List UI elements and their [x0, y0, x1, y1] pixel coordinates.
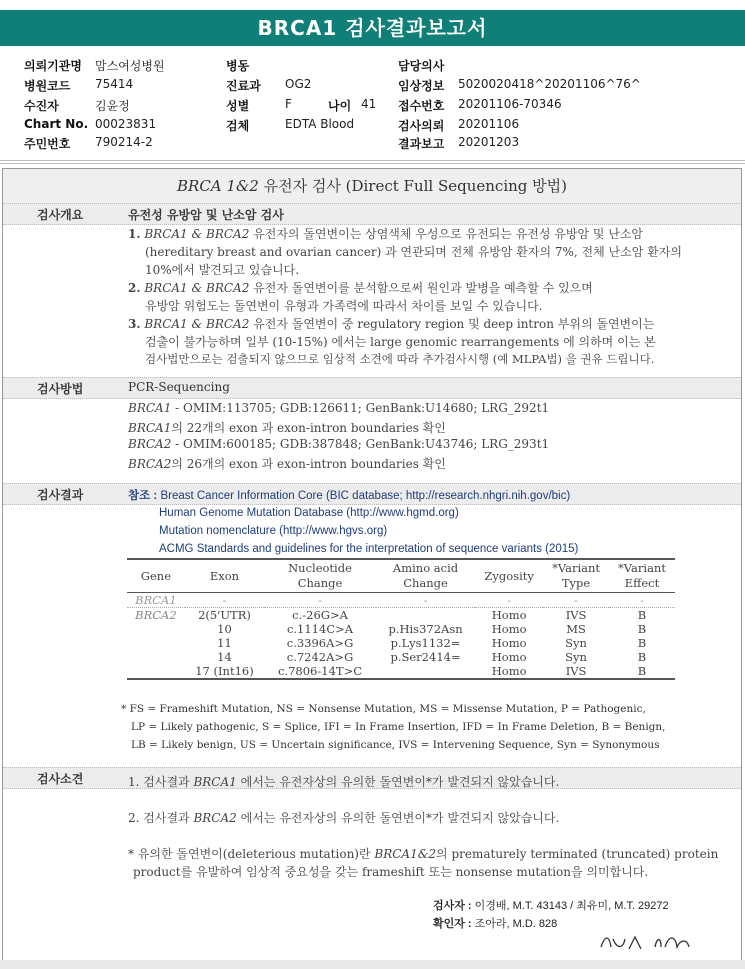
receipt-no-value: 20201106-70346	[458, 97, 562, 111]
overview-text: 검사법만으로는 검출되지 않으므로 임상적 소견에 따라 추가검사시행 (예 MLPA법) 을 권유 드립니다.	[145, 352, 655, 366]
cell-variant-effect: B	[637, 664, 647, 678]
footnote-text: 의 prematurely terminated (truncated) protein	[436, 847, 719, 861]
cell-amino-acid	[376, 608, 475, 623]
bottom-strip	[0, 960, 745, 969]
recipient-label: 수진자	[24, 99, 59, 113]
report-heading	[3, 169, 741, 204]
section-overview	[3, 203, 741, 225]
gene-names: BRCA1 & BRCA2	[144, 317, 250, 331]
list-number: 1.	[128, 227, 141, 241]
age-value: 41	[361, 97, 377, 111]
chart-no-label: Chart No.	[24, 117, 89, 131]
gene-names: BRCA1 & BRCA2	[144, 281, 250, 295]
cell-gene	[127, 622, 185, 636]
department-value: OG2	[285, 77, 312, 91]
cell-gene	[127, 650, 185, 664]
table-row	[127, 608, 675, 623]
col-amino-acid-l2: Change	[403, 576, 448, 590]
cell-variant-effect: B	[637, 650, 647, 664]
cell-zygosity: Homo	[491, 650, 527, 664]
institution-value: 맘스여성병원	[95, 59, 165, 73]
overview-p3	[128, 315, 654, 332]
report-heading-text: 유전자 검사 (Direct Full Sequencing 방법)	[258, 177, 567, 195]
patient-info	[0, 54, 745, 154]
ward-label: 병동	[226, 59, 250, 73]
cell-gene	[127, 664, 185, 679]
reference-text: Breast Cancer Information Core (BIC database; http://research.nhgri.nih.gov/bic)	[160, 490, 571, 502]
clinical-info-value: 5020020418^20201106^76^	[458, 77, 641, 91]
footnote	[128, 845, 718, 862]
method-name: PCR-Sequencing	[128, 380, 230, 394]
cell-nucleotide: c.3396A>G	[286, 636, 354, 650]
report-date-value: 20201203	[458, 135, 520, 149]
col-variant-type-l1: *Variant	[552, 561, 601, 575]
gene-name: BRCA2	[193, 811, 237, 825]
specimen-value: EDTA Blood	[285, 117, 355, 131]
section-label: 검사방법	[37, 382, 84, 396]
overview-text: 검출이 불가능하며 일부 (10-15%) 에서는 large genomic rearrangements 에 의하며 이는 본	[145, 335, 656, 349]
gene-name: BRCA2	[128, 457, 172, 471]
col-amino-acid-l1: Amino acid	[392, 561, 459, 575]
divider	[0, 163, 745, 164]
section-method	[3, 377, 741, 399]
gene-name: BRCA1&2	[374, 847, 437, 861]
cell-exon: -	[222, 593, 227, 607]
chart-no-value: 00023831	[95, 117, 157, 131]
cell-amino-acid: p.Lys1132=	[390, 636, 461, 650]
cell-amino-acid: p.Ser2414=	[390, 650, 461, 664]
section-label: 검사결과	[37, 488, 84, 502]
cell-amino-acid	[376, 664, 475, 679]
variant-table	[127, 558, 675, 680]
report-heading-genes: BRCA 1&2	[177, 177, 259, 195]
institution-label: 의뢰기관명	[24, 59, 82, 73]
reference-line	[128, 487, 570, 503]
col-variant-type	[543, 559, 609, 593]
overview-p1	[128, 225, 643, 242]
specimen-label: 검체	[226, 119, 250, 133]
cell-nucleotide: c.7806-14T>C	[278, 664, 363, 678]
hospital-code-label: 병원코드	[24, 79, 71, 93]
doctor-label: 담당의사	[398, 59, 445, 73]
cell-amino-acid: p.His372Asn	[388, 622, 463, 636]
cell-nucleotide: -	[318, 593, 322, 607]
abbreviation-note: * FS = Frameshift Mutation, NS = Nonsense Mutation, MS = Missense Mutation, P = Pathogenic,	[121, 703, 646, 715]
handwritten-signature	[595, 927, 715, 957]
cell-exon: 2(5'UTR)	[198, 608, 251, 622]
overview-p2	[128, 279, 593, 296]
confirmer-value: 조아라, M.D. 828	[474, 918, 558, 930]
finding-text: 에서는 유전자상의 유의한 돌연변이*가 발견되지 않았습니다.	[236, 775, 560, 789]
request-date-value: 20201106	[458, 117, 520, 131]
cell-gene: BRCA2	[135, 608, 177, 622]
cell-exon: 17 (Int16)	[195, 664, 254, 678]
cell-exon: 11	[217, 636, 232, 650]
cell-gene: BRCA1	[135, 593, 177, 607]
col-gene: Gene	[140, 568, 172, 583]
cell-amino-acid: -	[423, 593, 428, 607]
cell-variant-effect: B	[637, 636, 647, 650]
recipient-value: 김윤정	[95, 99, 130, 113]
col-nucleotide	[264, 559, 376, 593]
cell-variant-type: Syn	[565, 650, 587, 664]
abbreviation-note: LP = Likely pathogenic, S = Splice, IFI = In Frame Insertion, IFD = In Frame Deletion, B = Benign,	[131, 721, 666, 733]
gene-names: BRCA1 & BRCA2	[144, 227, 250, 241]
table-row	[127, 636, 675, 650]
cell-variant-effect: -	[640, 593, 644, 607]
table-row	[127, 650, 675, 664]
reference-text: Human Genome Mutation Database (http://www.hgmd.org)	[159, 507, 459, 519]
cell-variant-effect: B	[637, 608, 647, 622]
tester-label: 검사자 :	[433, 900, 475, 912]
method-text: - OMIM:600185; GDB:387848; GenBank:U43746; LRG_293t1	[171, 437, 550, 451]
cell-nucleotide: c.1114C>A	[286, 622, 354, 636]
divider	[0, 160, 745, 161]
cell-gene	[127, 636, 185, 650]
resident-no-label: 주민번호	[24, 137, 71, 151]
cell-nucleotide: c.-26G>A	[292, 608, 348, 622]
section-label: 검사개요	[37, 208, 84, 222]
method-text: 의 26개의 exon 과 exon-intron boundaries 확인	[171, 457, 446, 471]
tester-line	[433, 897, 669, 913]
reference-text: ACMG Standards and guidelines for the interpretation of sequence variants (2015)	[159, 543, 579, 555]
cell-zygosity: Homo	[491, 664, 527, 678]
list-number: 2.	[128, 281, 141, 295]
section-label: 검사소견	[37, 772, 84, 786]
tester-value: 이경배, M.T. 43143 / 최유미, M.T. 29272	[474, 900, 669, 912]
table-row	[127, 593, 675, 608]
overview-text: 10%에서 발견되고 있습니다.	[145, 263, 300, 277]
footnote-text: * 유의한 돌연변이(deleterious mutation)란	[128, 847, 375, 861]
cell-variant-type: -	[574, 593, 578, 607]
cell-nucleotide: c.7242A>G	[286, 650, 354, 664]
report-title-bar	[0, 10, 745, 46]
method-line	[128, 455, 446, 472]
col-variant-effect-l1: *Variant	[618, 561, 666, 575]
gene-name: BRCA2	[128, 437, 172, 451]
list-number: 3.	[128, 317, 141, 331]
cell-exon: 14	[217, 650, 232, 664]
gene-name: BRCA1	[128, 421, 172, 435]
col-amino-acid	[376, 559, 475, 593]
department-label: 진료과	[226, 79, 261, 93]
abbreviation-note: LB = Likely benign, US = Uncertain significance, IVS = Intervening Sequence, Syn = Synonymous	[131, 739, 660, 751]
table-row	[127, 664, 675, 679]
report-frame	[2, 168, 742, 961]
col-exon: Exon	[209, 568, 240, 583]
overview-text: (hereditary breast and ovarian cancer) 과 연관되며 전체 유방암 환자의 7%, 전체 난소암 환자의	[145, 245, 682, 259]
sex-value: F	[285, 97, 292, 111]
method-line	[128, 419, 446, 436]
overview-text: 유전자 돌연변이를 분석함으로써 원인과 발병을 예측할 수 있으며	[249, 281, 593, 295]
hospital-code-value: 75414	[95, 77, 134, 91]
request-date-label: 검사의뢰	[398, 119, 445, 133]
cell-zygosity: -	[507, 593, 512, 607]
overview-text: 유방암 위험도는 돌연변이 유형과 가족력에 따라서 차이를 보일 수 있습니다.	[145, 299, 543, 313]
overview-text: 유전자의 돌연변이는 상염색체 우성으로 유전되는 유전성 유방암 및 난소암	[249, 227, 644, 241]
cell-zygosity: Homo	[491, 608, 527, 622]
cell-zygosity: Homo	[491, 636, 527, 650]
sex-label: 성별	[226, 99, 250, 113]
finding-1	[128, 773, 559, 790]
table-header-row	[127, 559, 675, 593]
finding-text: 에서는 유전자상의 유의한 돌연변이*가 발견되지 않았습니다.	[236, 811, 560, 825]
confirmer-label: 확인자 :	[433, 918, 475, 930]
col-variant-effect	[609, 559, 675, 593]
resident-no-value: 790214-2	[95, 135, 153, 149]
col-variant-type-l2: Type	[561, 576, 591, 590]
gene-name: BRCA1	[193, 775, 237, 789]
cell-variant-type: IVS	[565, 664, 587, 678]
cell-variant-type: IVS	[565, 608, 587, 622]
col-variant-effect-l2: Effect	[624, 576, 660, 590]
cell-variant-effect: B	[637, 622, 647, 636]
cell-zygosity: Homo	[491, 622, 527, 636]
report-title: BRCA1 검사결과보고서	[257, 16, 488, 40]
col-zygosity: Zygosity	[484, 568, 534, 583]
method-text: - OMIM:113705; GDB:126611; GenBank:U14680; LRG_292t1	[171, 401, 550, 415]
clinical-info-label: 임상정보	[398, 79, 445, 93]
footnote-text: product를 유발하여 임상적 중요성을 갖는 frameshift 또는 nonsense mutation을 의미합니다.	[133, 865, 649, 879]
finding-text: 1. 검사결과	[128, 775, 194, 789]
reference-prefix: 참조 :	[128, 490, 161, 502]
finding-2	[128, 809, 559, 826]
overview-text: 유전자 돌연변이 중 regulatory region 및 deep intron 부위의 돌연변이는	[249, 317, 655, 331]
report-date-label: 결과보고	[398, 137, 445, 151]
reference-text: Mutation nomenclature (http://www.hgvs.org)	[159, 525, 388, 537]
method-text: 의 22개의 exon 과 exon-intron boundaries 확인	[171, 421, 446, 435]
cell-variant-type: Syn	[565, 636, 587, 650]
overview-subtitle: 유전성 유방암 및 난소암 검사	[128, 208, 284, 222]
cell-exon: 10	[217, 622, 232, 636]
cell-variant-type: MS	[566, 622, 586, 636]
section-result	[3, 483, 741, 505]
table-row	[127, 622, 675, 636]
finding-text: 2. 검사결과	[128, 811, 194, 825]
col-nucleotide-l2: Change	[297, 576, 343, 590]
method-line	[128, 437, 549, 451]
confirmer-line	[433, 915, 557, 931]
gene-name: BRCA1	[128, 401, 172, 415]
receipt-no-label: 접수번호	[398, 99, 445, 113]
col-nucleotide-l1: Nucleotide	[288, 561, 352, 575]
age-label: 나이	[328, 99, 352, 113]
method-line	[128, 401, 549, 415]
